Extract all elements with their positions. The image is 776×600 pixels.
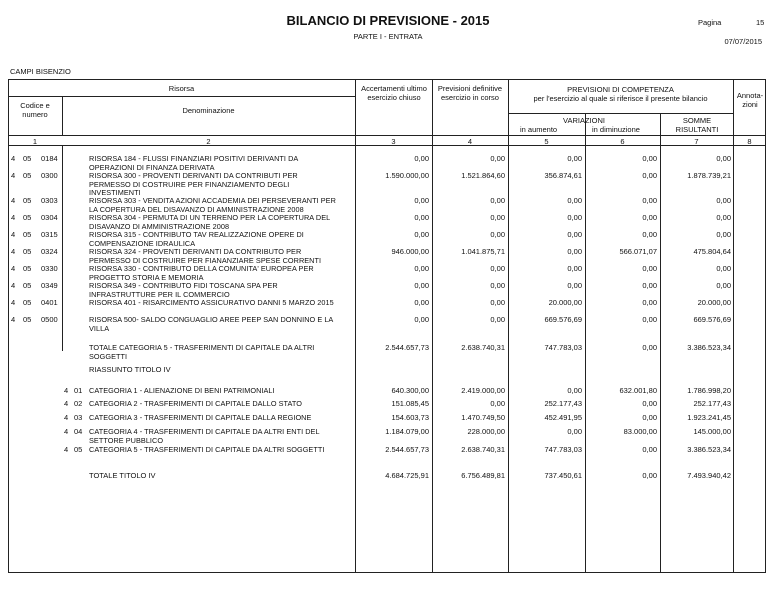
previsioni-definitive-value: 0,00: [490, 230, 505, 239]
codice-titolo: 4: [11, 298, 16, 307]
categoria-denominazione: CATEGORIA 1 - ALIENAZIONE DI BENI PATRIMONIALI: [89, 386, 275, 395]
somme-risultanti-value: 20.000,00: [697, 298, 731, 307]
codice-titolo: 4: [64, 427, 69, 436]
previsioni-definitive-value: 2.419.000,00: [461, 386, 505, 395]
risorsa-denominazione: RISORSA 300 - PROVENTI DERIVANTI DA CONTRIBUTI PER PERMESSO DI COSTRUIRE PER FINANZIAMENTO DEGLI INVESTIMENTI: [89, 171, 298, 197]
header-previsioni-competenza: PREVISIONI DI COMPETENZA: [567, 85, 674, 94]
somme-risultanti-value: 0,00: [716, 154, 731, 163]
codice-titolo: 4: [11, 154, 16, 163]
previsioni-definitive-value: 0,00: [490, 196, 505, 205]
codice-categoria: 02: [74, 399, 83, 408]
risorsa-denominazione: RISORSA 184 - FLUSSI FINANZIARI POSITIVI DERIVANTI DA OPERAZIONI DI FINANZA DERIVATA: [89, 154, 298, 172]
variazioni-aumento-value: 452.491,95: [544, 413, 582, 422]
categoria-denominazione: CATEGORIA 2 - TRASFERIMENTI DI CAPITALE DALLO STATO: [89, 399, 302, 408]
variazioni-diminuzione-value: 0,00: [642, 264, 657, 273]
previsioni-definitive-value: 228.000,00: [467, 427, 505, 436]
somme-risultanti-value: 252.177,43: [693, 399, 731, 408]
previsioni-definitive-value: 0,00: [490, 315, 505, 324]
codice-categoria: 03: [74, 413, 83, 422]
codice-titolo: 4: [11, 264, 16, 273]
accertamenti-value: 0,00: [414, 298, 429, 307]
codice-risorsa: 0330: [41, 264, 58, 273]
totale-categoria-aum: 747.783,03: [544, 343, 582, 352]
accertamenti-value: 151.085,45: [391, 399, 429, 408]
categoria-denominazione: CATEGORIA 3 - TRASFERIMENTI DI CAPITALE DALLA REGIONE: [89, 413, 312, 422]
accertamenti-value: 154.603,73: [391, 413, 429, 422]
totale-titolo-acc: 4.684.725,91: [385, 471, 429, 480]
codice-categoria: 05: [23, 196, 32, 205]
page-number: 15: [756, 18, 765, 27]
codice-categoria: 04: [74, 427, 83, 436]
accertamenti-value: 2.544.657,73: [385, 445, 429, 454]
previsioni-definitive-value: 2.638.740,31: [461, 445, 505, 454]
variazioni-aumento-value: 0,00: [567, 247, 582, 256]
risorsa-denominazione: RISORSA 349 - CONTRIBUTO FIDI TOSCANA SPA PER INFRASTRUTTURE PER IL COMMERCIO: [89, 281, 278, 299]
codice-categoria: 05: [23, 171, 32, 180]
variazioni-aumento-value: 0,00: [567, 427, 582, 436]
codice-titolo: 4: [11, 230, 16, 239]
totale-categoria-label: TOTALE CATEGORIA 5 - TRASFERIMENTI DI CAPITALE DA ALTRI SOGGETTI: [89, 343, 315, 361]
previsioni-definitive-value: 0,00: [490, 399, 505, 408]
codice-categoria: 05: [23, 154, 32, 163]
categoria-denominazione: CATEGORIA 4 - TRASFERIMENTI DI CAPITALE DA ALTRI ENTI DEL SETTORE PUBBLICO: [89, 427, 320, 445]
previsioni-definitive-value: 1.521.864,60: [461, 171, 505, 180]
col-number: 2: [206, 137, 211, 146]
col-number: 5: [544, 137, 549, 146]
codice-titolo: 4: [11, 281, 16, 290]
somme-risultanti-value: 1.923.241,45: [687, 413, 731, 422]
codice-categoria: 05: [23, 315, 32, 324]
riassunto-label: RIASSUNTO TITOLO IV: [89, 365, 171, 374]
previsioni-definitive-value: 0,00: [490, 298, 505, 307]
categoria-denominazione: CATEGORIA 5 - TRASFERIMENTI DI CAPITALE DA ALTRI SOGGETTI: [89, 445, 325, 454]
somme-risultanti-value: 0,00: [716, 264, 731, 273]
variazioni-aumento-value: 0,00: [567, 196, 582, 205]
accertamenti-value: 0,00: [414, 196, 429, 205]
codice-categoria: 05: [23, 230, 32, 239]
header-variazioni: VARIAZIONI: [563, 116, 605, 125]
somme-risultanti-value: 0,00: [716, 213, 731, 222]
header-codice: Codice e numero: [20, 101, 50, 119]
somme-risultanti-value: 145.000,00: [693, 427, 731, 436]
codice-categoria: 05: [23, 264, 32, 273]
codice-categoria: 05: [23, 281, 32, 290]
codice-risorsa: 0303: [41, 196, 58, 205]
codice-titolo: 4: [11, 213, 16, 222]
somme-risultanti-value: 3.386.523,34: [687, 445, 731, 454]
col-number: 4: [467, 137, 473, 146]
codice-risorsa: 0401: [41, 298, 58, 307]
header-denominazione: Denominazione: [182, 106, 235, 115]
codice-risorsa: 0184: [41, 154, 58, 163]
codice-categoria: 05: [74, 445, 83, 454]
codice-categoria: 05: [23, 213, 32, 222]
totale-categoria-acc: 2.544.657,73: [385, 343, 429, 352]
totale-titolo-somme: 7.493.940,42: [687, 471, 731, 480]
header-accertamenti: Accertamenti ultimo esercizio chiuso: [361, 84, 427, 102]
codice-risorsa: 0349: [41, 281, 58, 290]
variazioni-diminuzione-value: 566.071,07: [619, 247, 657, 256]
totale-categoria-somme: 3.386.523,34: [687, 343, 731, 352]
codice-risorsa: 0324: [41, 247, 58, 256]
variazioni-diminuzione-value: 83.000,00: [623, 427, 657, 436]
page-title: BILANCIO DI PREVISIONE - 2015: [286, 13, 490, 28]
previsioni-definitive-value: 1.470.749,50: [461, 413, 505, 422]
previsioni-definitive-value: 0,00: [490, 213, 505, 222]
variazioni-diminuzione-value: 0,00: [642, 196, 657, 205]
page-label: Pagina: [698, 18, 722, 27]
somme-risultanti-value: 1.786.998,20: [687, 386, 731, 395]
codice-risorsa: 0500: [41, 315, 58, 324]
variazioni-aumento-value: 0,00: [567, 154, 582, 163]
header-somme-risultanti: SOMME RISULTANTI: [675, 116, 719, 134]
col-number: 6: [620, 137, 625, 146]
codice-risorsa: 0304: [41, 213, 58, 222]
variazioni-diminuzione-value: 0,00: [642, 399, 657, 408]
somme-risultanti-value: 669.576,69: [693, 315, 731, 324]
totale-categoria-dim: 0,00: [642, 343, 657, 352]
variazioni-aumento-value: 669.576,69: [544, 315, 582, 324]
previsioni-definitive-value: 0,00: [490, 281, 505, 290]
somme-risultanti-value: 0,00: [716, 281, 731, 290]
header-annotazioni: Annota- zioni: [736, 91, 764, 109]
variazioni-diminuzione-value: 0,00: [642, 298, 657, 307]
risorsa-denominazione: RISORSA 315 - CONTRIBUTO TAV REALIZZAZIONE OPERE DI COMPENSAZIONE IDRAULICA: [89, 230, 304, 248]
totale-titolo-dim: 0,00: [642, 471, 657, 480]
risorsa-denominazione: RISORSA 324 - PROVENTI DERIVANTI DA CONTRIBUTO PER PERMESSO DI COSTRUIRE PER FIANANZIARE SPESE CORRENTI: [89, 247, 322, 265]
codice-titolo: 4: [64, 386, 69, 395]
col-number: 1: [32, 137, 38, 146]
header-in-diminuzione: in diminuzione: [592, 125, 640, 134]
codice-categoria: 05: [23, 298, 32, 307]
previsioni-definitive-value: 0,00: [490, 264, 505, 273]
codice-titolo: 4: [64, 399, 69, 408]
accertamenti-value: 1.184.079,00: [385, 427, 429, 436]
codice-titolo: 4: [11, 171, 16, 180]
variazioni-aumento-value: 0,00: [567, 386, 582, 395]
header-previsioni-competenza-sub: per l'esercizio al quale si riferisce il presente bilancio: [533, 94, 708, 103]
accertamenti-value: 0,00: [414, 281, 429, 290]
variazioni-aumento-value: 252.177,43: [544, 399, 582, 408]
variazioni-aumento-value: 0,00: [567, 213, 582, 222]
variazioni-diminuzione-value: 0,00: [642, 213, 657, 222]
page-subtitle: PARTE I - ENTRATA: [353, 32, 423, 41]
accertamenti-value: 1.590.000,00: [385, 171, 429, 180]
totale-titolo-aum: 737.450,61: [544, 471, 582, 480]
variazioni-aumento-value: 0,00: [567, 281, 582, 290]
risorsa-denominazione: RISORSA 303 - VENDITA AZIONI ACCADEMIA DEI PERSEVERANTI PER LA COPERTURA DEL DISAVANZO DI AMMINISTRAZIONE 2008: [89, 196, 336, 214]
accertamenti-value: 640.300,00: [391, 386, 429, 395]
accertamenti-value: 0,00: [414, 154, 429, 163]
codice-risorsa: 0300: [41, 171, 58, 180]
totale-categoria-prev: 2.638.740,31: [461, 343, 505, 352]
codice-categoria: 01: [74, 386, 83, 395]
risorsa-denominazione: RISORSA 304 - PERMUTA DI UN TERRENO PER LA COPERTURA DEL DISAVANZO DI AMMINISTRAZIONE 2008: [89, 213, 330, 231]
variazioni-aumento-value: 356.874,61: [544, 171, 582, 180]
variazioni-aumento-value: 0,00: [567, 264, 582, 273]
risorsa-denominazione: RISORSA 500- SALDO CONGUAGLIO AREE PEEP SAN DONNINO E LA VILLA: [89, 315, 333, 333]
totale-titolo-prev: 6.756.489,81: [461, 471, 505, 480]
variazioni-diminuzione-value: 632.001,80: [619, 386, 657, 395]
somme-risultanti-value: 0,00: [716, 196, 731, 205]
totale-titolo-label: TOTALE TITOLO IV: [89, 471, 156, 480]
previsioni-definitive-value: 1.041.875,71: [461, 247, 505, 256]
variazioni-diminuzione-value: 0,00: [642, 281, 657, 290]
col-number: 8: [747, 137, 752, 146]
col-number: 3: [391, 137, 396, 146]
accertamenti-value: 946.000,00: [391, 247, 429, 256]
ente-name: CAMPI BISENZIO: [10, 67, 71, 76]
variazioni-aumento-value: 0,00: [567, 230, 582, 239]
variazioni-aumento-value: 20.000,00: [548, 298, 582, 307]
variazioni-diminuzione-value: 0,00: [642, 445, 657, 454]
variazioni-diminuzione-value: 0,00: [642, 171, 657, 180]
codice-categoria: 05: [23, 247, 32, 256]
variazioni-diminuzione-value: 0,00: [642, 315, 657, 324]
codice-titolo: 4: [11, 196, 16, 205]
col-number: 7: [694, 137, 699, 146]
variazioni-diminuzione-value: 0,00: [642, 154, 657, 163]
codice-titolo: 4: [64, 445, 69, 454]
codice-titolo: 4: [64, 413, 69, 422]
risorsa-denominazione: RISORSA 330 - CONTRIBUTO DELLA COMUNITA' EUROPEA PER PROGETTO STORIA E MEMORIA: [89, 264, 314, 282]
somme-risultanti-value: 0,00: [716, 230, 731, 239]
accertamenti-value: 0,00: [414, 315, 429, 324]
codice-titolo: 4: [11, 247, 16, 256]
header-in-aumento: in aumento: [520, 125, 558, 134]
somme-risultanti-value: 1.878.739,21: [687, 171, 731, 180]
print-date: 07/07/2015: [724, 37, 762, 46]
variazioni-aumento-value: 747.783,03: [544, 445, 582, 454]
accertamenti-value: 0,00: [414, 213, 429, 222]
previsioni-definitive-value: 0,00: [490, 154, 505, 163]
risorsa-denominazione: RISORSA 401 - RISARCIMENTO ASSICURATIVO DANNI 5 MARZO 2015: [89, 298, 334, 307]
codice-risorsa: 0315: [41, 230, 58, 239]
codice-titolo: 4: [11, 315, 16, 324]
header-previsioni-definitive: Previsioni definitive esercizio in corso: [437, 84, 503, 102]
accertamenti-value: 0,00: [414, 264, 429, 273]
variazioni-diminuzione-value: 0,00: [642, 230, 657, 239]
accertamenti-value: 0,00: [414, 230, 429, 239]
variazioni-diminuzione-value: 0,00: [642, 413, 657, 422]
somme-risultanti-value: 475.804,64: [693, 247, 731, 256]
header-risorsa: Risorsa: [168, 84, 195, 93]
